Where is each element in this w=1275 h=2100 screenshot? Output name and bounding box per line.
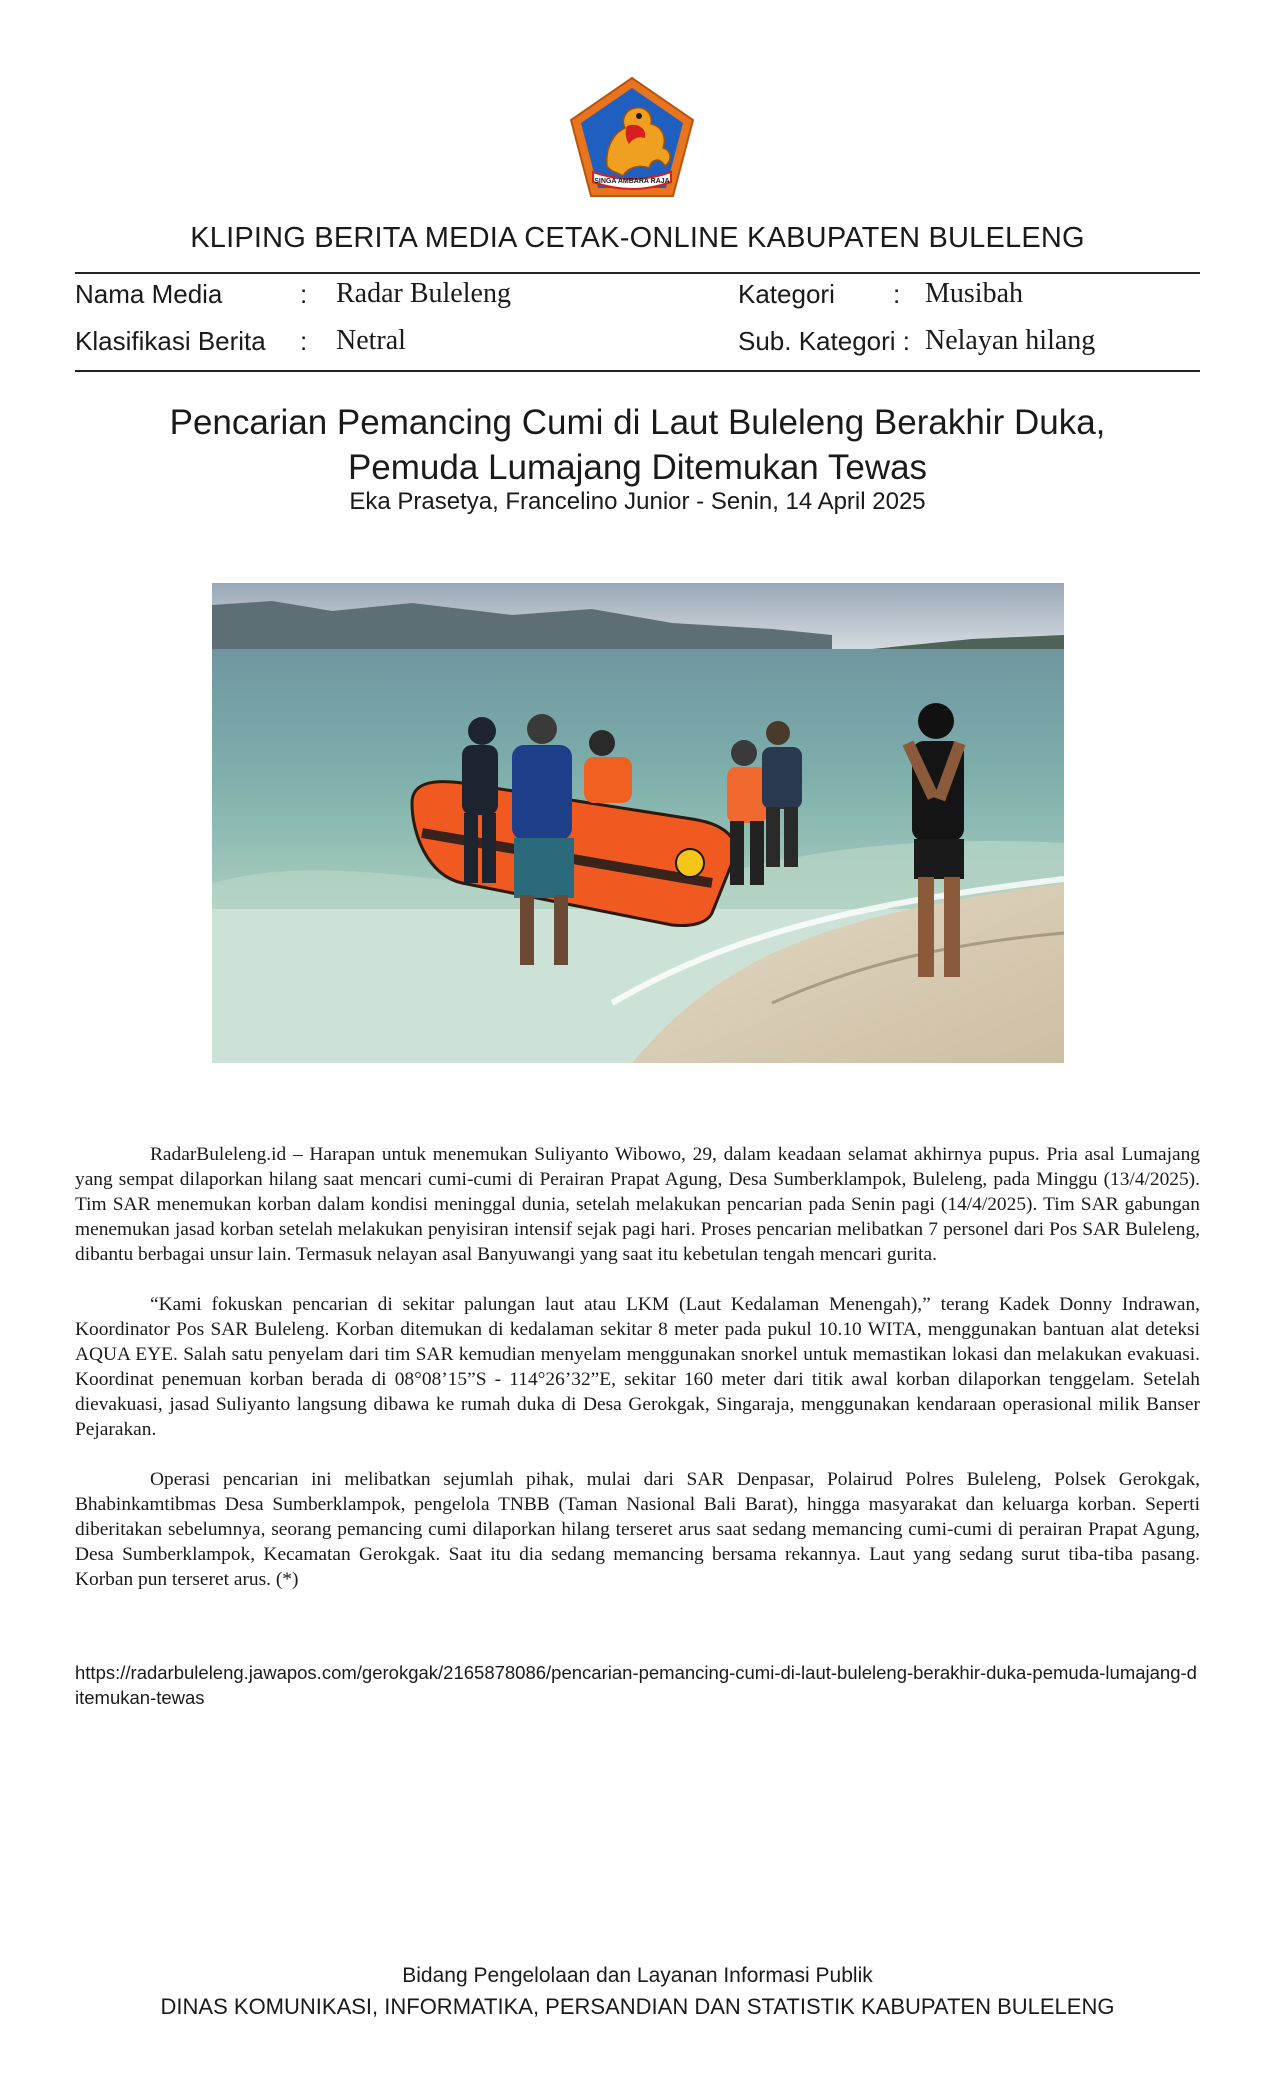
article-paragraph-2: “Kami fokuskan pencarian di sekitar palungan laut atau LKM (Laut Kedalaman Menengah),” terang Kadek Donny Indrawan, Koordinator Pos SAR Buleleng. Korban ditemukan di kedalaman sekitar 8 meter pada pukul 10.10 WITA, menggunakan bantuan alat deteksi AQUA EYE. Salah satu penyelam dari tim SAR kemudian menyelam menggunakan snorkel untuk memastikan lokasi dan melakukan evakuasi. Koordinat penemuan korban berada di 08°08’15”S - 114°26’32”E, sekitar 160 meter dari titik awal korban dilaporkan tenggelam. Setelah dievakuasi, jasad Suliyanto langsung dibawa ke rumah duka di Desa Gerokgak, Singaraja, menggunakan kendaraan operasional milik Banser Pejarakan. <box>75 1294 1200 1440</box>
headline-line-2: Pemuda Lumajang Ditemukan Tewas <box>347 448 928 487</box>
category-separator: : <box>893 279 901 309</box>
category-value: Musibah <box>925 278 1023 309</box>
header-divider-top <box>75 272 1200 274</box>
media-name-label: Nama Media <box>75 279 223 309</box>
search-rescue-boat-photo <box>212 583 1064 1063</box>
emblem-motto: SINGA AMBARA RAJA <box>594 178 670 185</box>
regency-emblem-icon <box>567 76 697 200</box>
media-name-value: Radar Buleleng <box>336 278 511 309</box>
article-paragraph-3: Operasi pencarian ini melibatkan sejumlah pihak, mulai dari SAR Denpasar, Polairud Polres Buleleng, Polsek Gerokgak, Bhabinkamtibmas Desa Sumberklampok, pengelola TNBB (Taman Nasional Bali Barat), hingga masyarakat dan keluarga korban. Seperti diberitakan sebelumnya, seorang pemancing cumi dilaporkan hilang terseret arus saat sedang memancing cumi-cumi di perairan Prapat Agung, Desa Sumberklampok, Kecamatan Gerokgak. Saat itu dia sedang memancing bersama rekannya. Laut yang sedang surut tiba-tiba pasang. Korban pun terseret arus. (*) <box>75 1469 1200 1590</box>
footer-department: Bidang Pengelolaan dan Layanan Informasi Publik <box>402 1964 873 1987</box>
article-paragraph-1: RadarBuleleng.id – Harapan untuk menemukan Suliyanto Wibowo, 29, dalam keadaan selamat akhirnya pupus. Pria asal Lumajang yang sempat dilaporkan hilang saat mencari cumi-cumi di Perairan Prapat Agung, Desa Sumberklampok, Buleleng, pada Minggu (13/4/2025). Tim SAR menemukan korban dalam kondisi meninggal dunia, setelah melakukan pencarian pada Senin pagi (14/4/2025). Tim SAR gabungan menemukan jasad korban setelah melakukan penyisiran intensif sejak pagi hari. Proses pencarian melibatkan 7 personel dari Pos SAR Buleleng, dibantu berbagai unsur lain. Termasuk nelayan asal Banyuwangi yang saat itu kebetulan tengah mencari gurita. <box>75 1144 1200 1265</box>
media-name-separator: : <box>300 279 308 309</box>
source-link[interactable]: https://radarbuleleng.jawapos.com/gerokgak/2165878086/pencarian-pemancing-cumi-di-laut-buleleng-berakhir-duka-pemuda-lumajang-ditemukan-tewas <box>75 1662 1197 1708</box>
classification-value: Netral <box>336 325 406 356</box>
footer-agency: DINAS KOMUNIKASI, INFORMATIKA, PERSANDIAN DAN STATISTIK KABUPATEN BULELENG <box>160 1994 1115 2019</box>
article-byline: Eka Prasetya, Francelino Junior - Senin, 14 April 2025 <box>349 488 926 515</box>
classification-separator: : <box>300 326 308 356</box>
classification-label: Klasifikasi Berita <box>75 326 266 356</box>
category-label: Kategori <box>738 279 835 309</box>
article-headline <box>0 400 1275 490</box>
subcategory-label: Sub. Kategori : <box>738 326 910 356</box>
headline-line-1: Pencarian Pemancing Cumi di Laut Buleleng Berakhir Duka, <box>169 403 1106 442</box>
subcategory-value: Nelayan hilang <box>925 325 1096 356</box>
header-divider-bottom <box>75 370 1200 372</box>
article-body <box>75 1142 1200 1617</box>
clipping-header-title: KLIPING BERITA MEDIA CETAK-ONLINE KABUPATEN BULELENG <box>190 222 1085 254</box>
